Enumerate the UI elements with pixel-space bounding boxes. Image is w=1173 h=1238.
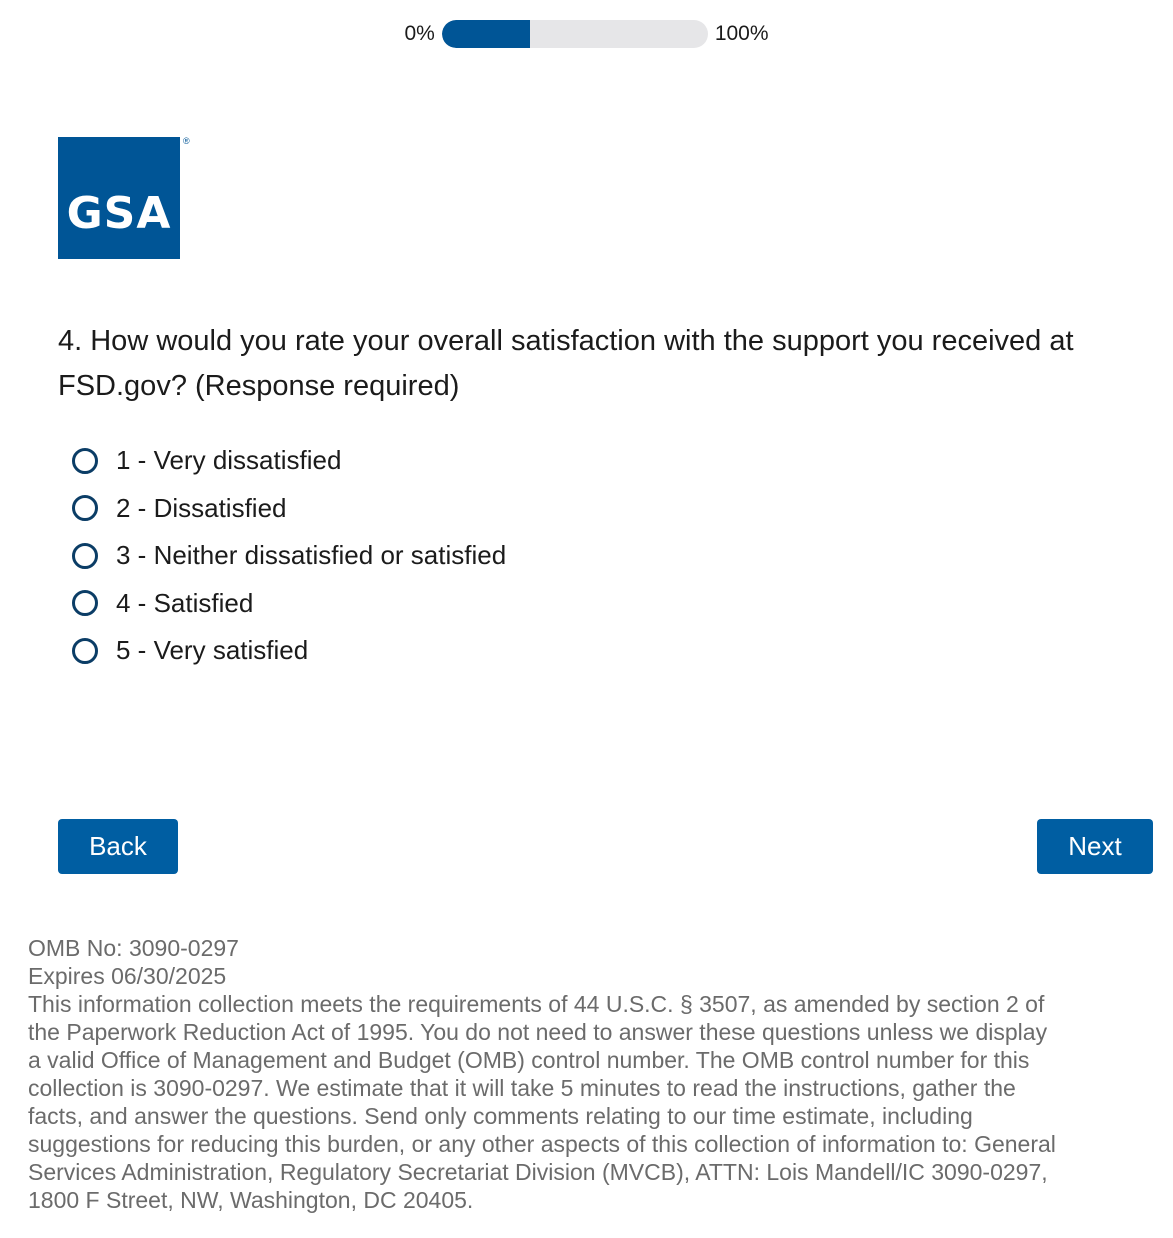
rating-option-2[interactable] — [72, 485, 506, 533]
option-label: 2 - Dissatisfied — [116, 492, 287, 523]
registered-mark-icon: ® — [183, 136, 190, 146]
option-label: 3 - Neither dissatisfied or satisfied — [116, 540, 507, 571]
option-label: 4 - Satisfied — [116, 587, 254, 618]
rating-option-3[interactable] — [72, 532, 506, 580]
paperwork-notice — [28, 934, 1058, 1214]
progress-bar-fill — [442, 20, 530, 48]
radio-button[interactable] — [72, 543, 98, 569]
rating-option-4[interactable] — [72, 580, 506, 628]
progress-bar — [442, 20, 708, 48]
pra-notice-text: This information collection meets the requirements of 44 U.S.C. § 3507, as amended by section 2 of the Paperwork Reduction Act of 1995. You do not need to answer these questions unless we display a valid Office of Management and Budget (OMB) control number. The OMB control number for this collection is 3090-0297. We estimate that it will take 5 minutes to read the instructions, gather the facts, and answer the questions. Send only comments relating to our time estimate, including suggestions for reducing this burden, or any other aspects of this collection of information to: General Services Administration, Regulatory Secretariat Division (MVCB), ATTN: Lois Mandell/IC 3090-0297, 1800 F Street, NW, Washington, DC 20405. — [28, 991, 1056, 1213]
radio-button[interactable] — [72, 495, 98, 521]
progress-indicator — [0, 19, 1173, 49]
radio-button[interactable] — [72, 448, 98, 474]
omb-number: OMB No: 3090-0297 — [28, 935, 239, 961]
rating-option-5[interactable] — [72, 627, 506, 675]
option-label: 1 - Very dissatisfied — [116, 445, 342, 476]
progress-max-label: 100% — [714, 22, 769, 45]
gsa-logo — [58, 137, 180, 259]
next-button[interactable]: Next — [1037, 819, 1153, 874]
back-button[interactable]: Back — [58, 819, 178, 874]
rating-options — [72, 437, 506, 675]
gsa-logo-text: GSA — [66, 188, 172, 239]
option-label: 5 - Very satisfied — [116, 635, 309, 666]
radio-button[interactable] — [72, 590, 98, 616]
question-text: 4. How would you rate your overall satisfaction with the support you received at FSD.gov? (Response required) — [58, 325, 1074, 402]
radio-button[interactable] — [72, 638, 98, 664]
rating-option-1[interactable] — [72, 437, 506, 485]
progress-min-label: 0% — [404, 22, 435, 45]
expiration-date: Expires 06/30/2025 — [28, 963, 227, 989]
